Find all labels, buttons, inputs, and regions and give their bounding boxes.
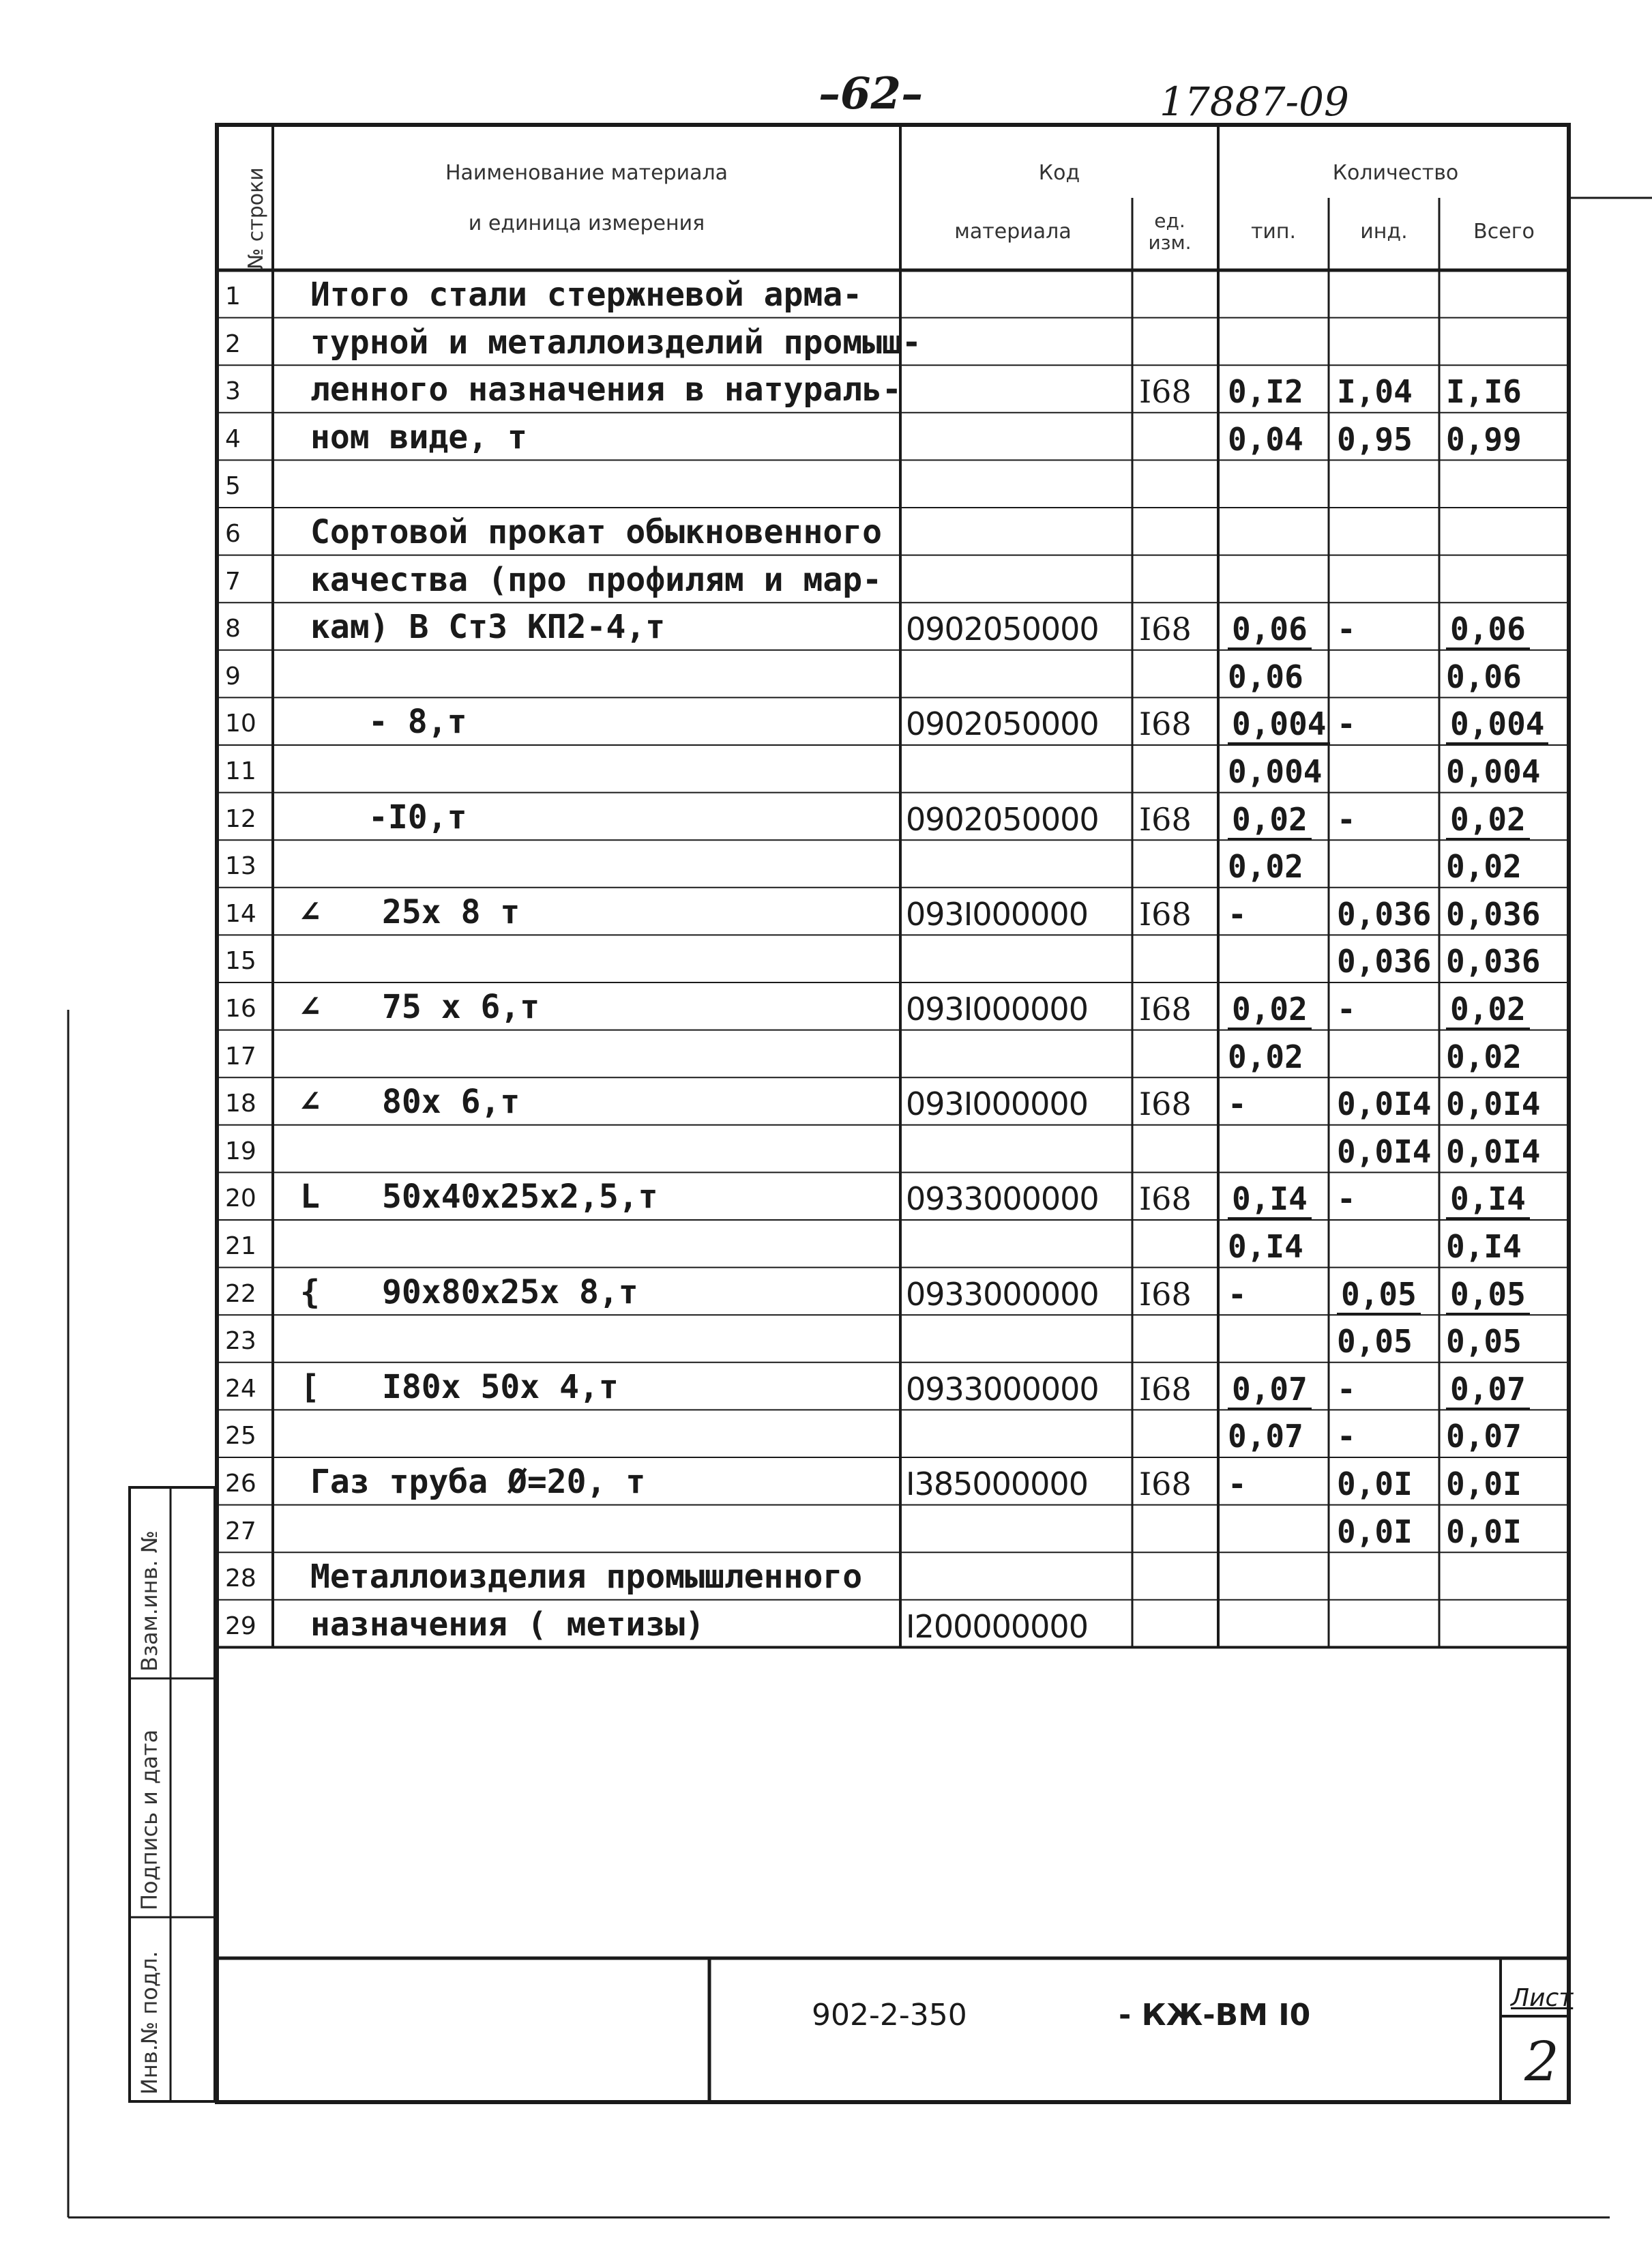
row-number: 13	[225, 852, 256, 881]
quantity-total: I,I6	[1446, 373, 1522, 411]
unit-code: I68	[1139, 800, 1192, 838]
quantity-ind: -	[1337, 705, 1356, 743]
header-code-unit: ед. изм.	[1148, 209, 1192, 254]
side-label-inv-podl: Инв.№ подл.	[136, 1951, 162, 2095]
quantity-ind: -	[1337, 1418, 1356, 1455]
page-number: –62–	[818, 68, 924, 119]
row-number: 26	[225, 1470, 256, 1498]
profile-symbol: [	[300, 1367, 320, 1406]
quantity-ind: 0,05	[1337, 1323, 1413, 1360]
unit-code: I68	[1139, 991, 1192, 1028]
quantity-ind: 0,0I	[1337, 1466, 1413, 1502]
material-name: ном виде, т	[310, 418, 527, 456]
unit-code: I68	[1139, 1370, 1192, 1408]
material-code: 093I000000	[906, 895, 1088, 933]
row-number: 24	[225, 1374, 256, 1403]
quantity-total: 0,0I	[1446, 1513, 1522, 1550]
quantity-ind: 0,0I4	[1337, 1133, 1432, 1170]
quantity-total: 0,004	[1446, 753, 1541, 790]
material-name: назначения ( метизы)	[310, 1605, 705, 1644]
header-q-total: Всего	[1473, 220, 1535, 244]
material-code: 093I000000	[906, 991, 1088, 1028]
quantity-ind: 0,036	[1337, 895, 1432, 933]
material-name: ленного назначения в натураль-	[310, 370, 902, 409]
quantity-typ: -	[1228, 895, 1247, 933]
quantity-ind: 0,036	[1337, 943, 1432, 980]
unit-code: I68	[1139, 705, 1192, 743]
row-number: 25	[225, 1422, 256, 1451]
quantity-typ: 0,06	[1228, 658, 1303, 695]
quantity-typ: 0,004	[1228, 705, 1330, 745]
material-name: -I0,т	[368, 798, 467, 836]
row-number: 1	[225, 282, 241, 310]
profile-symbol: L	[300, 1178, 320, 1217]
profile-symbol: ∠	[300, 1083, 320, 1122]
row-number: 3	[225, 377, 241, 406]
quantity-ind: 0,0I	[1337, 1513, 1413, 1550]
unit-code: I68	[1139, 895, 1192, 933]
quantity-typ: 0,02	[1228, 991, 1312, 1030]
header-code: Код	[1038, 161, 1080, 185]
material-code: 0902050000	[906, 611, 1099, 648]
row-number: 28	[225, 1564, 256, 1593]
material-name: Газ труба Ø=20, т	[310, 1463, 646, 1501]
material-name: Металлоизделия промышленного	[310, 1558, 863, 1597]
row-number: 18	[225, 1090, 256, 1118]
quantity-total: 0,07	[1446, 1418, 1522, 1455]
row-number: 22	[225, 1279, 256, 1308]
unit-code: I68	[1139, 611, 1192, 648]
row-number: 9	[225, 662, 241, 690]
quantity-typ: -	[1228, 1275, 1247, 1313]
header-quantity: Количество	[1332, 161, 1459, 185]
quantity-total: 0,02	[1446, 1038, 1522, 1075]
row-number: 27	[225, 1517, 256, 1545]
row-number: 14	[225, 899, 256, 928]
unit-code: I68	[1139, 1275, 1192, 1313]
header-code-material: материала	[954, 220, 1072, 244]
quantity-typ: 0,I2	[1228, 373, 1303, 411]
row-number: 21	[225, 1232, 256, 1260]
material-name: кам) В Ст3 КП2-4,т	[310, 608, 666, 647]
profile-symbol: ∠	[300, 892, 320, 931]
quantity-total: 0,99	[1446, 420, 1522, 458]
quantity-total: 0,I4	[1446, 1180, 1530, 1220]
quantity-total: 0,036	[1446, 895, 1541, 933]
header-q-typ: тип.	[1250, 220, 1297, 244]
side-label-vzam: Взам.инв. №	[136, 1530, 162, 1672]
quantity-total: 0,036	[1446, 943, 1541, 980]
unit-code: I68	[1139, 373, 1192, 411]
row-number: 11	[225, 757, 256, 785]
stamp-sheet-label: Лист	[1511, 1984, 1574, 2012]
quantity-total: 0,07	[1446, 1371, 1530, 1410]
quantity-typ: 0,I4	[1228, 1228, 1303, 1265]
quantity-total: 0,06	[1446, 611, 1530, 650]
row-number: 20	[225, 1184, 256, 1213]
header-q-ind: инд.	[1360, 220, 1408, 244]
material-code: 0933000000	[906, 1370, 1099, 1408]
quantity-typ: -	[1228, 1086, 1247, 1123]
quantity-ind: 0,0I4	[1337, 1086, 1432, 1123]
quantity-ind: -	[1337, 611, 1356, 648]
row-number: 2	[225, 330, 241, 358]
profile-symbol: ∠	[300, 988, 320, 1026]
material-name: 25х 8 т	[382, 892, 520, 931]
profile-symbol: {	[300, 1272, 320, 1311]
row-number: 16	[225, 995, 256, 1023]
unit-code: I68	[1139, 1086, 1192, 1123]
quantity-total: 0,0I4	[1446, 1133, 1541, 1170]
quantity-typ: 0,004	[1228, 753, 1323, 790]
quantity-typ: -	[1228, 1466, 1247, 1502]
material-name: качества (про профилям и мар-	[310, 560, 883, 599]
material-name: турной и металлоизделий промыш-	[310, 323, 921, 362]
quantity-typ: 0,07	[1228, 1418, 1303, 1455]
document-number: 17887-09	[1160, 78, 1349, 125]
material-code: 093I000000	[906, 1086, 1088, 1123]
material-name: 90х80х25х 8,т	[382, 1272, 638, 1311]
row-number: 12	[225, 804, 256, 833]
row-number: 7	[225, 567, 241, 596]
quantity-ind: -	[1337, 1370, 1356, 1408]
material-code: 0902050000	[906, 800, 1099, 838]
material-code: 0933000000	[906, 1275, 1099, 1313]
row-number: 6	[225, 520, 241, 548]
row-number: 15	[225, 947, 256, 976]
row-number: 19	[225, 1137, 256, 1165]
quantity-ind: I,04	[1337, 373, 1413, 411]
header-name-line2: и единица измерения	[468, 212, 705, 235]
quantity-ind: 0,05	[1337, 1276, 1421, 1315]
row-number: 29	[225, 1612, 256, 1640]
material-name: 75 х 6,т	[382, 988, 540, 1026]
stamp-doc-mark: - КЖ-ВМ I0	[1119, 1998, 1311, 2033]
material-code: 0933000000	[906, 1180, 1099, 1218]
side-label-signature: Подпись и дата	[136, 1729, 162, 1910]
stamp-sheet-number: 2	[1524, 2030, 1559, 2093]
quantity-total: 0,I4	[1446, 1228, 1522, 1265]
material-code: 0902050000	[906, 705, 1099, 743]
material-name: I80х 50х 4,т	[382, 1367, 619, 1406]
row-number: 10	[225, 710, 256, 738]
quantity-total: 0,02	[1446, 848, 1522, 886]
material-code: I385000000	[906, 1466, 1088, 1502]
quantity-typ: 0,02	[1228, 801, 1312, 841]
row-number: 8	[225, 615, 241, 643]
unit-code: I68	[1139, 1466, 1192, 1502]
quantity-ind: 0,95	[1337, 420, 1413, 458]
unit-code: I68	[1139, 1180, 1192, 1218]
material-name: 80х 6,т	[382, 1083, 520, 1122]
quantity-typ: 0,04	[1228, 420, 1303, 458]
quantity-total: 0,02	[1446, 991, 1530, 1030]
quantity-total: 0,004	[1446, 705, 1548, 745]
quantity-total: 0,02	[1446, 801, 1530, 841]
quantity-ind: -	[1337, 991, 1356, 1028]
quantity-total: 0,0I4	[1446, 1086, 1541, 1123]
material-code: I200000000	[906, 1607, 1088, 1645]
quantity-total: 0,05	[1446, 1276, 1530, 1315]
quantity-total: 0,05	[1446, 1323, 1522, 1360]
material-name: 50х40х25х2,5,т	[382, 1178, 658, 1217]
quantity-typ: 0,02	[1228, 848, 1303, 886]
quantity-total: 0,06	[1446, 658, 1522, 695]
material-name: Сортовой прокат обыкновенного	[310, 513, 883, 551]
quantity-typ: 0,I4	[1228, 1180, 1312, 1220]
row-number: 5	[225, 472, 241, 501]
row-number: 4	[225, 424, 241, 453]
quantity-ind: -	[1337, 800, 1356, 838]
stamp-project-code: 902-2-350	[812, 1998, 967, 2033]
material-name: Итого стали стержневой арма-	[310, 276, 863, 314]
material-name: - 8,т	[368, 703, 467, 742]
quantity-typ: 0,02	[1228, 1038, 1303, 1075]
quantity-typ: 0,07	[1228, 1371, 1312, 1410]
quantity-ind: -	[1337, 1180, 1356, 1218]
quantity-total: 0,0I	[1446, 1466, 1522, 1502]
row-number: 17	[225, 1042, 256, 1071]
row-number: 23	[225, 1327, 256, 1356]
quantity-typ: 0,06	[1228, 611, 1312, 650]
header-row-number: № строки	[244, 167, 268, 270]
header-name-line1: Наименование материала	[445, 161, 728, 185]
